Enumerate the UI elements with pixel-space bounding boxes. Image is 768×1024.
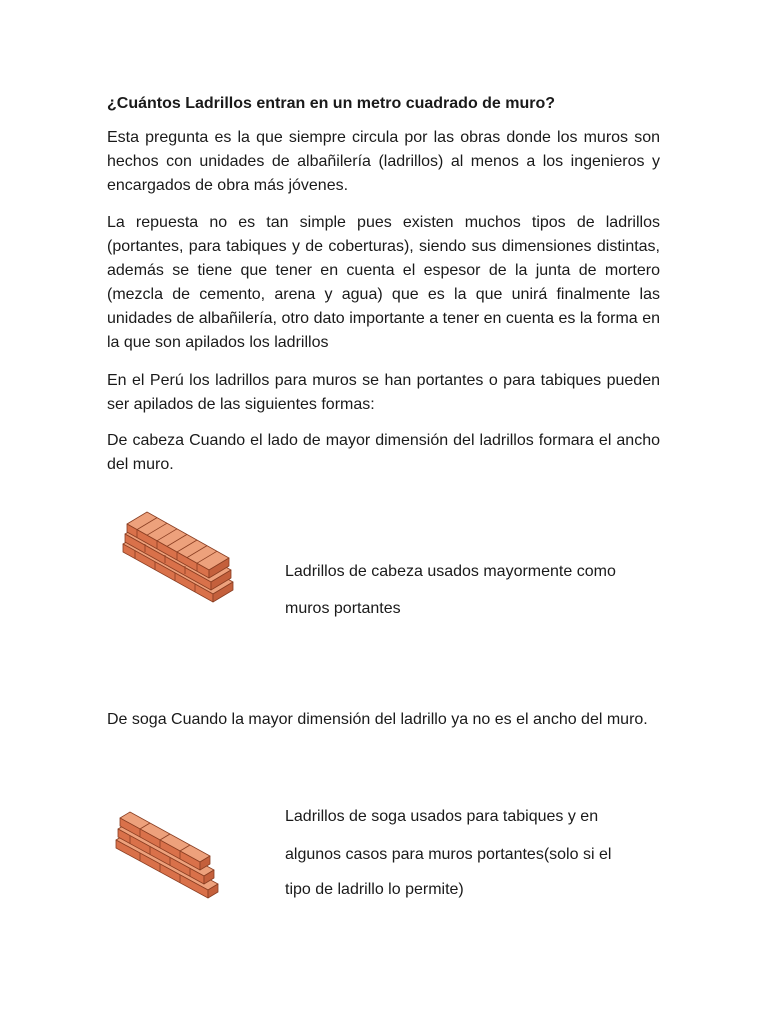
caption-soga-line-3: tipo de ladrillo lo permite) — [285, 881, 464, 898]
document-title: ¿Cuántos Ladrillos entran en un metro cuadrado de muro? — [107, 95, 556, 112]
caption-soga-line-1: Ladrillos de soga usados para tabiques y en — [285, 808, 599, 825]
caption-cabeza-line-2: muros portantes — [285, 600, 401, 617]
brick-wall-soga-svg — [110, 808, 225, 903]
brick-wall-soga-image — [110, 808, 225, 903]
paragraph-respuesta: La repuesta no es tan simple pues existen muchos tipos de ladrillos (portantes, para tabiques y de coberturas), siendo sus dimensiones distintas, además se tiene que tener en cuenta el espesor de la junta de mortero (mezcla de cemento, arena y agua) que es la que unirá finalmente las unidades de albañilería, otro dato importante a tener en cuenta es la forma en la que son apilados los ladrillos — [107, 214, 660, 351]
paragraph-de-cabeza: De cabeza Cuando el lado de mayor dimensión del ladrillos formara el ancho del muro. — [107, 432, 660, 473]
brick-wall-cabeza-image — [115, 508, 240, 608]
caption-soga-line-2: algunos casos para muros portantes(solo si el — [285, 846, 612, 863]
caption-cabeza-line-1: Ladrillos de cabeza usados mayormente como — [285, 563, 616, 580]
paragraph-intro: Esta pregunta es la que siempre circula por las obras donde los muros son hechos con unidades de albañilería (ladrillos) al menos a los ingenieros y encargados de obra más jóvenes. — [107, 129, 660, 194]
paragraph-de-soga: De soga Cuando la mayor dimensión del ladrillo ya no es el ancho del muro. — [107, 711, 648, 728]
brick-wall-cabeza-svg — [115, 508, 240, 608]
paragraph-peru: En el Perú los ladrillos para muros se han portantes o para tabiques pueden ser apilados de las siguientes formas: — [107, 372, 660, 413]
